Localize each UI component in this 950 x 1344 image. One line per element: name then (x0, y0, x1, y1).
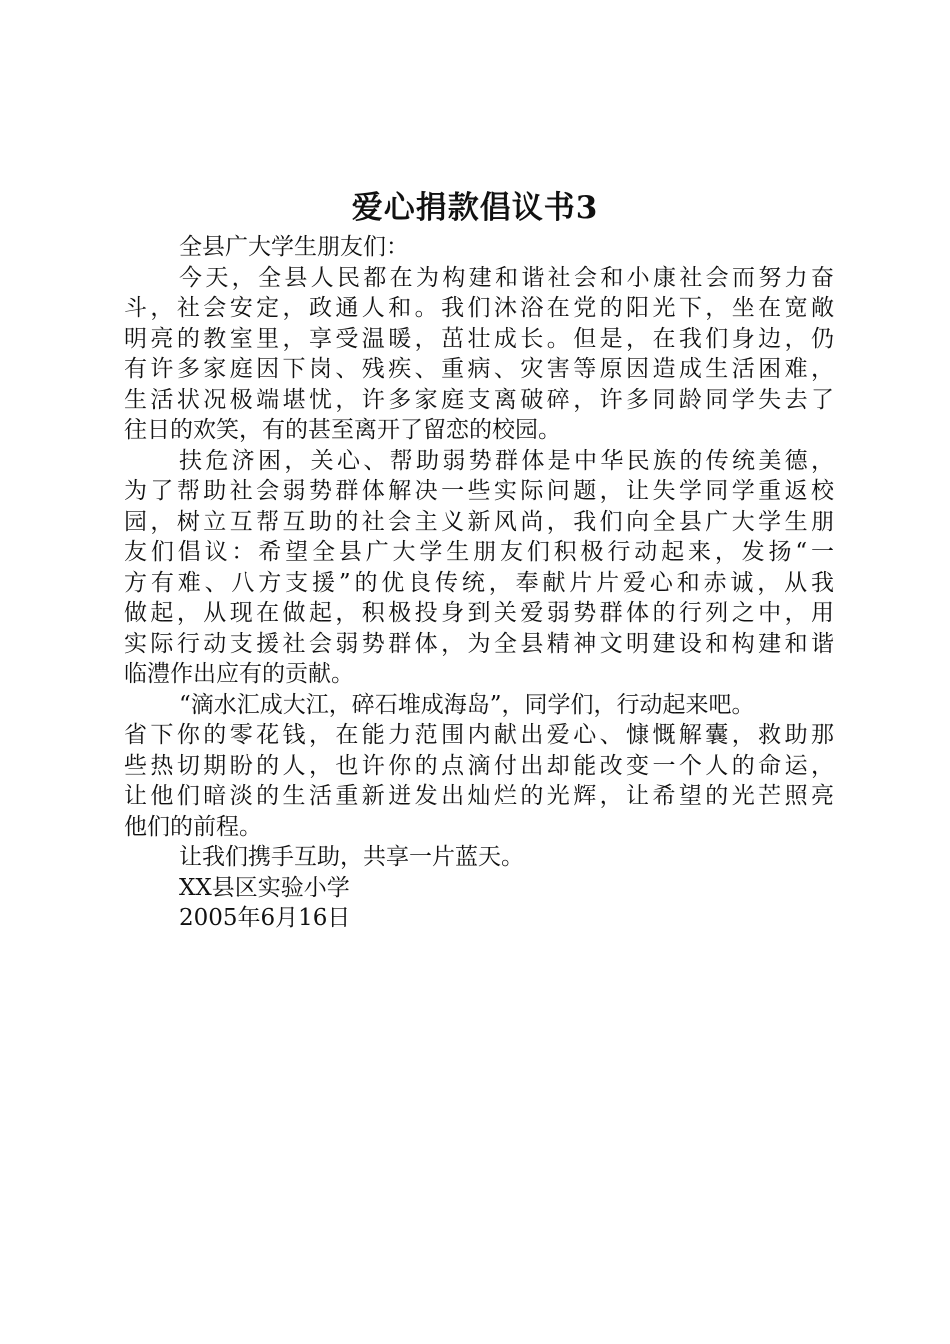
paragraph-line: 省下你的零花钱，在能力范围内献出爱心、慷慨解囊，救助那 (124, 722, 834, 748)
paragraph (124, 446, 834, 690)
document-title: 爱心捐款倡议书3 (351, 190, 599, 226)
paragraph-line: 为了帮助社会弱势群体解决一些实际问题，让失学同学重返校 (124, 478, 834, 504)
paragraph-line: 临澧作出应有的贡献。 (124, 661, 354, 687)
paragraph-line: 生活状况极端堪忧，许多家庭支离破碎，许多同龄同学失去了 (124, 386, 834, 413)
document-body (124, 232, 834, 934)
paragraph-line: “滴水汇成大江，碎石堆成海岛”，同学们，行动起来吧。 (179, 691, 755, 718)
paragraph-line: 他们的前程。 (124, 813, 262, 840)
paragraph-line: 明亮的教室里，享受温暖，茁壮成长。但是，在我们身边，仍 (124, 325, 834, 352)
paragraph-line: 今天，全县人民都在为构建和谐社会和小康社会而努力奋 (179, 264, 834, 291)
paragraph-line: 有许多家庭因下岗、残疾、重病、灾害等原因造成生活困难， (124, 356, 834, 382)
date: 2005年6月16日 (179, 905, 351, 931)
paragraph-line: 斗，社会安定，政通人和。我们沐浴在党的阳光下，坐在宽敞 (124, 295, 834, 321)
closing-line: 让我们携手互助，共享一片蓝天。 (179, 844, 524, 870)
paragraph-line: 做起，从现在做起，积极投身到关爱弱势群体的行列之中，用 (124, 600, 834, 626)
paragraph-line: 让他们暗淡的生活重新迸发出灿烂的光辉，让希望的光芒照亮 (124, 783, 834, 809)
paragraph (124, 263, 834, 446)
paragraph-line: 方有难、八方支援”的优良传统，奉献片片爱心和赤诚，从我 (124, 569, 834, 596)
paragraph-line: 扶危济困，关心、帮助弱势群体是中华民族的传统美德， (179, 447, 834, 474)
salutation: 全县广大学生朋友们： (179, 234, 409, 260)
signature: XX县区实验小学 (179, 874, 350, 901)
paragraph-line: 实际行动支援社会弱势群体，为全县精神文明建设和构建和谐 (124, 630, 834, 657)
paragraph-line: 友们倡议：希望全县广大学生朋友们积极行动起来，发扬“一 (124, 539, 834, 565)
paragraph-line: 些热切期盼的人，也许你的点滴付出却能改变一个人的命运， (124, 752, 834, 779)
paragraph-line: 往日的欢笑，有的甚至离开了留恋的校园。 (124, 417, 561, 443)
paragraph-line: 园，树立互帮互助的社会主义新风尚，我们向全县广大学生朋 (124, 508, 834, 535)
paragraph (124, 690, 834, 843)
